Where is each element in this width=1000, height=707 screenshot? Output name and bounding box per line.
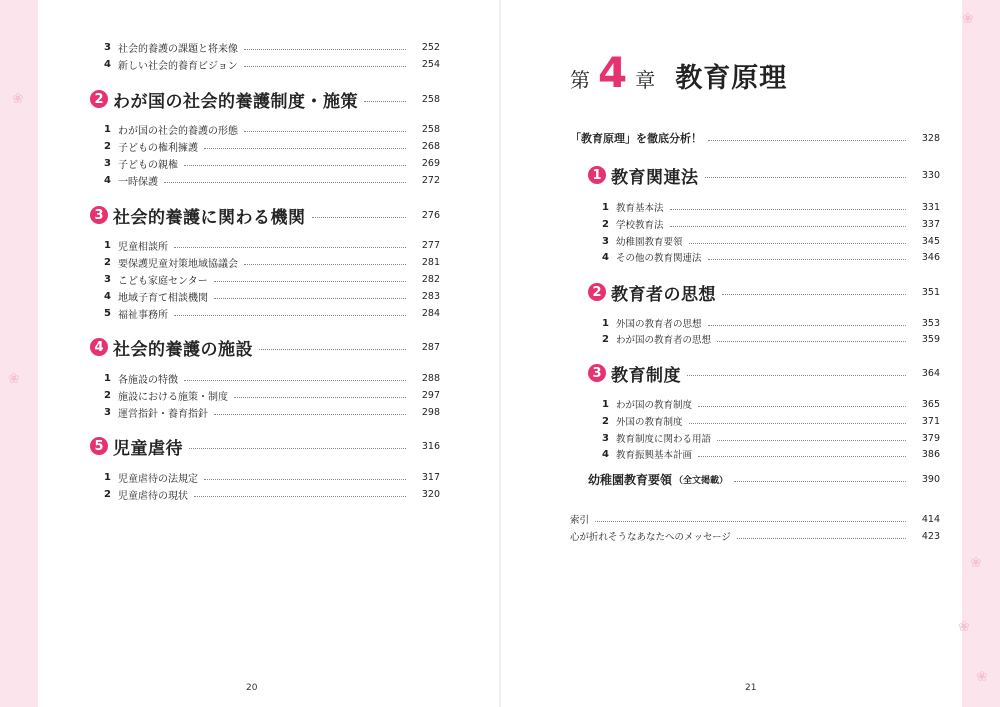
chapter-prefix: 第 bbox=[570, 68, 590, 92]
leader-dots bbox=[214, 281, 406, 282]
section-heading[interactable] bbox=[90, 334, 440, 360]
leader-dots bbox=[244, 131, 406, 132]
entry-title: わが国の社会的養護の形態 bbox=[118, 126, 238, 137]
chapter-name: 教育原理 bbox=[675, 63, 788, 94]
entry-number: 3 bbox=[602, 432, 609, 444]
section-heading[interactable] bbox=[90, 202, 440, 228]
entry-title: 幼稚園教育要領 bbox=[616, 237, 683, 248]
page-number: 297 bbox=[421, 390, 440, 401]
entry-title: 社会的養護の課題と将来像 bbox=[118, 44, 238, 55]
entry-number: 2 bbox=[602, 218, 609, 230]
entry-number: 1 bbox=[602, 317, 609, 329]
entry-title: 子どもの権利擁護 bbox=[118, 143, 198, 154]
petal-icon: ❀ bbox=[958, 619, 970, 635]
page-number: 287 bbox=[421, 341, 440, 353]
toc-entry[interactable] bbox=[90, 470, 440, 485]
leader-dots bbox=[174, 247, 406, 248]
toc-entry[interactable] bbox=[90, 238, 440, 253]
entry-number: 1 bbox=[104, 124, 111, 135]
toc-entry[interactable] bbox=[90, 173, 440, 188]
chapter-number: 4 bbox=[598, 48, 628, 97]
left-page bbox=[90, 0, 440, 707]
page-number: 317 bbox=[421, 472, 440, 483]
entry-number: 3 bbox=[104, 42, 111, 53]
leader-dots bbox=[717, 341, 906, 342]
page-number: 269 bbox=[421, 158, 440, 169]
toc-entry[interactable] bbox=[570, 234, 940, 248]
toc-entry[interactable] bbox=[90, 405, 440, 420]
leader-dots bbox=[698, 406, 906, 407]
toc-entry[interactable] bbox=[90, 272, 440, 287]
page-folio-left: 20 bbox=[246, 683, 258, 693]
chapter-suffix: 章 bbox=[635, 68, 656, 92]
page-number: 288 bbox=[421, 373, 440, 384]
entry-number: 1 bbox=[104, 373, 111, 384]
leader-dots bbox=[670, 209, 906, 210]
entry-number: 1 bbox=[104, 240, 111, 251]
entry-title: その他の教育関連法 bbox=[616, 253, 702, 264]
entry-title: 福祉事務所 bbox=[118, 310, 168, 321]
entry-title: 施設における施策・制度 bbox=[118, 392, 228, 403]
page-number: 258 bbox=[421, 124, 440, 135]
entry-title: 各施設の特徴 bbox=[118, 375, 178, 386]
page-number: 364 bbox=[921, 367, 940, 379]
entry-title: 児童相談所 bbox=[118, 242, 168, 253]
entry-title: 児童虐待の現状 bbox=[118, 491, 188, 502]
entry-title: 教育基本法 bbox=[616, 203, 664, 214]
leader-dots bbox=[705, 177, 907, 178]
section-title: 社会的養護に関わる機関 bbox=[113, 207, 306, 228]
page-number: 258 bbox=[421, 93, 440, 105]
leader-dots bbox=[364, 101, 406, 102]
entry-title: 運営指針・養育指針 bbox=[118, 409, 208, 420]
chapter-heading bbox=[570, 48, 788, 97]
page-number: 331 bbox=[921, 201, 940, 213]
page-number: 283 bbox=[421, 291, 440, 302]
leader-dots bbox=[687, 375, 906, 376]
leader-dots bbox=[312, 217, 407, 218]
page-number: 337 bbox=[921, 218, 940, 230]
entry-number: 1 bbox=[602, 398, 609, 410]
page-number: 330 bbox=[921, 169, 940, 181]
page-number: 365 bbox=[921, 398, 940, 410]
entry-title: 一時保護 bbox=[118, 177, 158, 188]
page-number: 379 bbox=[921, 432, 940, 444]
leader-dots bbox=[184, 380, 406, 381]
page-number: 298 bbox=[421, 407, 440, 418]
entry-title: 心が折れそうなあなたへのメッセージ bbox=[570, 532, 731, 543]
entry-title: こども家庭センター bbox=[118, 276, 208, 287]
page-number: 359 bbox=[921, 333, 940, 345]
section-heading[interactable] bbox=[570, 360, 940, 386]
entry-number: 4 bbox=[104, 59, 111, 70]
leader-dots bbox=[204, 479, 406, 480]
entry-title: 学校教育法 bbox=[616, 220, 664, 231]
petal-icon: ❀ bbox=[970, 555, 982, 571]
toc-entry[interactable] bbox=[570, 316, 940, 330]
section-heading[interactable] bbox=[90, 433, 440, 459]
leader-dots bbox=[189, 448, 406, 449]
entry-number: 3 bbox=[104, 158, 111, 169]
section-number-badge: 3 bbox=[90, 206, 108, 224]
page-number: 254 bbox=[421, 59, 440, 70]
section-title: わが国の社会的養護制度・施策 bbox=[113, 91, 358, 112]
leader-dots bbox=[708, 325, 906, 326]
toc-entry[interactable] bbox=[570, 512, 940, 526]
entry-title: 子どもの親権 bbox=[118, 160, 178, 171]
entry-number: 5 bbox=[104, 308, 111, 319]
section-title: 教育制度 bbox=[611, 365, 681, 386]
page-number: 414 bbox=[921, 513, 940, 525]
leader-dots bbox=[670, 226, 906, 227]
toc-entry[interactable] bbox=[570, 529, 940, 543]
page-number: 390 bbox=[921, 474, 940, 485]
entry-number: 3 bbox=[104, 274, 111, 285]
entry-number: 3 bbox=[602, 235, 609, 247]
page-number: 353 bbox=[921, 317, 940, 329]
page-number: 351 bbox=[921, 286, 940, 298]
toc-entry[interactable] bbox=[570, 250, 940, 264]
page-number: 386 bbox=[921, 448, 940, 460]
leader-dots bbox=[698, 456, 906, 457]
page-number: 284 bbox=[421, 308, 440, 319]
leader-dots bbox=[234, 397, 406, 398]
entry-title: 「教育原理」を徹底分析！ bbox=[570, 132, 702, 145]
section-title: 教育関連法 bbox=[611, 167, 699, 188]
toc-entry[interactable] bbox=[90, 139, 440, 154]
toc-entry[interactable] bbox=[570, 217, 940, 231]
leader-dots bbox=[717, 440, 906, 441]
section-number-badge: 5 bbox=[90, 437, 108, 455]
leader-dots bbox=[244, 66, 406, 67]
toc-entry[interactable] bbox=[90, 57, 440, 72]
toc-entry[interactable] bbox=[90, 371, 440, 386]
toc-entry[interactable] bbox=[90, 122, 440, 137]
leader-dots bbox=[194, 496, 406, 497]
petal-icon: ❀ bbox=[976, 669, 988, 685]
toc-entry[interactable] bbox=[90, 306, 440, 321]
page-number: 345 bbox=[921, 235, 940, 247]
section-title: 社会的養護の施設 bbox=[113, 339, 253, 360]
entry-number: 4 bbox=[104, 291, 111, 302]
book-gutter bbox=[499, 0, 501, 707]
entry-title: 新しい社会的養育ビジョン bbox=[118, 61, 238, 72]
toc-entry[interactable] bbox=[90, 255, 440, 270]
entry-title: 幼稚園教育要領 bbox=[588, 473, 673, 487]
entry-number: 3 bbox=[104, 407, 111, 418]
leader-dots bbox=[214, 414, 406, 415]
entry-number: 4 bbox=[104, 175, 111, 186]
leader-dots bbox=[737, 538, 906, 539]
petal-icon: ❀ bbox=[962, 11, 974, 27]
leader-dots bbox=[164, 182, 406, 183]
entry-number: 2 bbox=[104, 390, 111, 401]
entry-title: わが国の教育者の思想 bbox=[616, 335, 712, 346]
toc-entry[interactable] bbox=[570, 200, 940, 214]
section-number-badge: 3 bbox=[588, 364, 606, 382]
right-page-edge bbox=[962, 0, 1000, 707]
page-number: 277 bbox=[421, 240, 440, 251]
toc-entry[interactable] bbox=[570, 447, 940, 461]
toc-entry[interactable] bbox=[90, 487, 440, 502]
entry-number: 1 bbox=[602, 201, 609, 213]
page-number: 316 bbox=[421, 440, 440, 452]
toc-entry[interactable] bbox=[570, 431, 940, 445]
section-heading[interactable] bbox=[570, 162, 940, 188]
page-number: 252 bbox=[421, 42, 440, 53]
entry-title: 外国の教育者の思想 bbox=[616, 319, 702, 330]
page-number: 320 bbox=[421, 489, 440, 500]
page-number: 423 bbox=[921, 530, 940, 542]
entry-number: 2 bbox=[104, 141, 111, 152]
right-page bbox=[570, 0, 940, 707]
leader-dots bbox=[689, 243, 906, 244]
leader-dots bbox=[174, 315, 406, 316]
toc-entry[interactable] bbox=[90, 40, 440, 55]
toc-entry[interactable] bbox=[90, 156, 440, 171]
entry-title: わが国の教育制度 bbox=[616, 400, 693, 411]
toc-entry[interactable] bbox=[90, 388, 440, 403]
toc-entry[interactable] bbox=[570, 332, 940, 346]
section-number-badge: 4 bbox=[90, 338, 108, 356]
section-title: 児童虐待 bbox=[113, 438, 183, 459]
section-heading[interactable] bbox=[570, 279, 940, 305]
toc-entry[interactable] bbox=[90, 289, 440, 304]
leader-dots bbox=[708, 140, 906, 141]
page-folio-right: 21 bbox=[745, 683, 757, 693]
leader-dots bbox=[722, 294, 906, 295]
entry-title: 教育制度に関わる用語 bbox=[616, 434, 712, 445]
entry-note: （全文掲載） bbox=[674, 476, 729, 486]
entry-number: 4 bbox=[602, 251, 609, 263]
leader-dots bbox=[708, 259, 906, 260]
entry-number: 2 bbox=[104, 489, 111, 500]
section-heading[interactable] bbox=[90, 86, 440, 112]
leader-dots bbox=[184, 165, 406, 166]
page-number: 328 bbox=[921, 132, 940, 144]
entry-number: 2 bbox=[104, 257, 111, 268]
section-number-badge: 2 bbox=[90, 90, 108, 108]
page-number: 281 bbox=[421, 257, 440, 268]
section-number-badge: 2 bbox=[588, 283, 606, 301]
petal-icon: ❀ bbox=[12, 91, 24, 107]
entry-title: 教育振興基本計画 bbox=[616, 450, 693, 461]
leader-dots bbox=[259, 349, 406, 350]
page-number: 268 bbox=[421, 141, 440, 152]
leader-dots bbox=[689, 423, 906, 424]
entry-number: 4 bbox=[602, 448, 609, 460]
page-number: 272 bbox=[421, 175, 440, 186]
toc-entry[interactable] bbox=[570, 414, 940, 428]
entry-title: 地域子育て相談機関 bbox=[118, 293, 208, 304]
entry-title: 児童虐待の法規定 bbox=[118, 474, 198, 485]
leader-dots bbox=[244, 49, 406, 50]
entry-number: 2 bbox=[602, 415, 609, 427]
toc-entry[interactable] bbox=[570, 130, 940, 146]
page-number: 371 bbox=[921, 415, 940, 427]
entry-title: 索引 bbox=[570, 515, 590, 526]
page-number: 346 bbox=[921, 251, 940, 263]
section-title: 教育者の思想 bbox=[611, 284, 716, 305]
section-number-badge: 1 bbox=[588, 166, 606, 184]
leader-dots bbox=[595, 521, 906, 522]
leader-dots bbox=[734, 481, 906, 482]
page-number: 282 bbox=[421, 274, 440, 285]
toc-entry[interactable] bbox=[570, 471, 940, 488]
page-number: 276 bbox=[421, 209, 440, 221]
entry-number: 2 bbox=[602, 333, 609, 345]
petal-icon: ❀ bbox=[8, 371, 20, 387]
toc-entry[interactable] bbox=[570, 397, 940, 411]
entry-number: 1 bbox=[104, 472, 111, 483]
leader-dots bbox=[204, 148, 406, 149]
leader-dots bbox=[244, 264, 406, 265]
entry-title: 要保護児童対策地域協議会 bbox=[118, 259, 238, 270]
leader-dots bbox=[214, 298, 406, 299]
entry-title: 外国の教育制度 bbox=[616, 417, 683, 428]
